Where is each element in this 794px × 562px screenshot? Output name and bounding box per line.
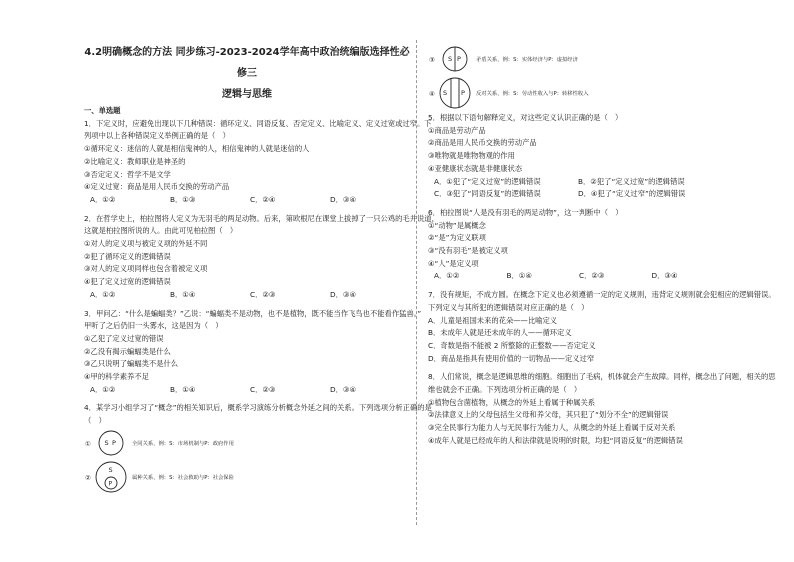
statement: ④甲的科学素养不足 — [84, 372, 149, 382]
relation-figure-3 — [428, 44, 718, 74]
answer-options — [428, 188, 718, 201]
answer-options — [428, 176, 718, 189]
answer-options — [84, 289, 410, 302]
question-text: 4．某学习小组学习了“概念”的相关知识后，概系学习演练分析概念外延之间的关系。下列选项分析正确的是 — [84, 403, 432, 413]
question-1 — [84, 118, 432, 207]
option-b[interactable]: B．①④ — [170, 384, 196, 394]
option-c[interactable]: C．②③ — [250, 384, 276, 394]
question-4 — [84, 402, 432, 495]
option-b[interactable]: B．未成年人就是还未成年的人——循环定义 — [428, 328, 572, 338]
option-a[interactable]: A．儿童是祖国未来的花朵——比喻定义 — [428, 315, 558, 325]
nested-circles-icon — [84, 459, 128, 495]
circle-s-label: S — [448, 55, 453, 63]
left-column — [84, 42, 439, 496]
option-a[interactable]: A．①犯了“定义过宽”的逻辑错误 — [434, 176, 541, 186]
option-c[interactable]: C．②③ — [250, 289, 276, 299]
circle-s-label: S — [104, 438, 109, 447]
split-circle-icon — [428, 45, 472, 73]
statement: ②“是”为定义联项 — [428, 233, 486, 243]
figure-label: ③ — [429, 56, 435, 64]
option-a[interactable]: A．①② — [90, 384, 116, 394]
relation-figure-2 — [84, 458, 410, 496]
statement: ③否定定义：哲学不是文学 — [84, 169, 171, 179]
question-2 — [84, 213, 439, 302]
question-5 — [428, 112, 718, 201]
right-column — [428, 44, 776, 448]
question-6 — [428, 207, 718, 283]
statement: ②乙没有揭示蝙蝠类是什么 — [84, 346, 171, 356]
option-a[interactable]: A．①② — [434, 271, 460, 281]
question-text: 甲听了之后仍旧一头雾水，这是因为（ ） — [84, 321, 223, 331]
statement: ③唯物就是唯物物观的作用 — [428, 151, 515, 161]
statement: ④犯了定义过宽的逻辑错误 — [84, 277, 171, 287]
figure-caption: 矛盾关系，例：S：实体经济与P：虚拟经济 — [476, 57, 578, 63]
option-c[interactable]: C．②③ — [579, 271, 605, 281]
figure-caption: 反对关系，例：S：劳动性收入与P：转移性收入 — [476, 91, 589, 97]
figure-caption: 全同关系，例：S：市场机制与P：政府作用 — [132, 440, 234, 447]
circle-p-label: P — [457, 55, 461, 63]
option-d[interactable]: D．③④ — [330, 289, 356, 299]
question-text: 维也就会不正确。下列选项分析正确的是（ ） — [428, 385, 582, 395]
option-d[interactable]: D．③④ — [651, 271, 678, 281]
statement: ③完全民事行为能力人与无民事行为能力人，从概念的外延上看属于反对关系 — [428, 423, 676, 433]
statement: ④亚健康状态就是非健康状态 — [428, 163, 523, 173]
statement: ③“没有羽毛”是被定义项 — [428, 246, 508, 256]
relation-figure-4 — [428, 74, 718, 112]
statement: ③乙只说明了蝙蝠类不是什么 — [84, 359, 179, 369]
figure-label: ① — [85, 439, 91, 448]
option-b[interactable]: B．②犯了“定义过宽”的逻辑错误 — [578, 176, 685, 186]
circle-p-label: P — [112, 438, 116, 447]
doc-title-line1: 4.2明确概念的方法 同步练习-2023-2024学年高中政治统编版选择性必修三 — [84, 47, 410, 79]
overlap-circles-icon — [84, 429, 128, 457]
circle-s-label: S — [108, 465, 113, 474]
statement: ②商品是用人民币交换的劳动产品 — [428, 138, 537, 148]
question-text: （ ） — [84, 416, 106, 426]
column-divider — [416, 40, 417, 525]
option-c[interactable]: C．奇数是指不能被 2 所整除的正整数——否定定义 — [428, 340, 596, 350]
banded-circle-icon — [428, 75, 472, 111]
question-text: 下列定义与其所犯的逻辑错误对应正确的是（ ） — [428, 302, 589, 312]
question-text: 列项中以上各种错误定义举例正确的是（ ） — [84, 131, 230, 141]
statement: ①“动物”是属概念 — [428, 220, 486, 230]
statement: ①商品是劳动产品 — [428, 125, 486, 135]
figure-label: ④ — [429, 90, 435, 98]
option-b[interactable]: B．①④ — [170, 289, 196, 299]
question-text: 3．甲问乙：“什么是蝙蝠类？”乙说：“蝙蝠类不是动物，也不是植物，既不能当作飞鸟也不能看作猛兽。” — [84, 308, 422, 318]
question-text: 6．柏拉图说“人是没有羽毛的两足动物”，这一判断中（ ） — [428, 207, 623, 217]
option-b[interactable]: B．①③ — [170, 194, 196, 204]
question-text: 8．人们常说，概念是逻辑思维的细胞。细胞出了毛病，机体就会产生故障。同样，概念出了问题，相关的思 — [428, 372, 776, 382]
option-c[interactable]: C．③犯了“同语反复”的逻辑错误 — [434, 189, 541, 199]
circle-p-label: P — [108, 480, 113, 488]
statement: ④“人”是定义项 — [428, 258, 479, 268]
statement: ④成年人就是已经成年的人和法律就是说明的时限，均犯“同语反复”的逻辑错误 — [428, 435, 683, 445]
statement: ①乙犯了定义过宽的错误 — [84, 333, 164, 343]
question-text: 1．下定义时，应避免出现以下几种错误：循环定义、同语反复、否定定义、比喻定义、定义过宽或过窄。下 — [84, 118, 432, 128]
circle-p-label: P — [461, 89, 465, 97]
statement: ②犯了循环定义的逻辑错误 — [84, 251, 171, 261]
option-d[interactable]: D．③④ — [330, 384, 356, 394]
option-c[interactable]: C．②④ — [250, 194, 276, 204]
figure-caption: 属种关系，例：S：社会救助与P：社会保险 — [132, 474, 234, 481]
figure-label: ② — [85, 473, 91, 482]
relation-figure-1 — [84, 428, 410, 458]
doc-title-line2: 逻辑与思维 — [222, 89, 272, 100]
option-b[interactable]: B．①④ — [506, 271, 532, 281]
statement: ①循环定义：迷信的人就是相信鬼神的人，相信鬼神的人就是迷信的人 — [84, 144, 310, 154]
statement: ①植物包含菌植物，从概念的外延上看属于种属关系 — [428, 397, 596, 407]
statement: ②法律意义上的父母包括生父母和养父母，其只犯了“划分不全”的逻辑错误 — [428, 410, 669, 420]
question-text: 7．没有规矩，不成方圆。在概念下定义也必须遵循一定的定义规则，违背定义规则就会犯相应的逻辑错误。 — [428, 290, 776, 300]
statement: ①对人的定义项与被定义项的外延不同 — [84, 239, 208, 249]
circle-s-label: S — [443, 89, 448, 97]
option-a[interactable]: A．①② — [90, 289, 116, 299]
question-text: 5．根据以下语句解释定义，对这些定义认识正确的是（ ） — [428, 113, 623, 122]
question-3 — [84, 308, 422, 397]
answer-options — [428, 270, 718, 283]
option-d[interactable]: D．④犯了“定义过窄”的逻辑错误 — [578, 189, 686, 199]
answer-options — [84, 384, 410, 397]
question-text: 2．在哲学史上，柏拉图将人定义为无羽毛的两足动物。后来，第欧根尼在课堂上拔掉了一只公鸡的毛并说道， — [84, 213, 439, 223]
statement: ②比喻定义：教师职业是神圣的 — [84, 156, 186, 166]
answer-options — [84, 194, 410, 207]
statement: ④定义过宽：商品是用人民币交换的劳动产品 — [84, 182, 230, 192]
question-7 — [428, 289, 776, 365]
question-text: 这就是柏拉图所说的人。由此可见柏拉图（ ） — [84, 226, 238, 236]
option-d[interactable]: D．商品是指具有使用价值的一切物品——定义过窄 — [428, 353, 595, 363]
section-heading: 一、单选题 — [84, 106, 121, 115]
option-a[interactable]: A．①② — [90, 194, 116, 204]
option-d[interactable]: D．③④ — [330, 194, 356, 204]
question-8 — [428, 371, 776, 447]
statement: ③对人的定义项同样也包含着被定义项 — [84, 264, 208, 274]
